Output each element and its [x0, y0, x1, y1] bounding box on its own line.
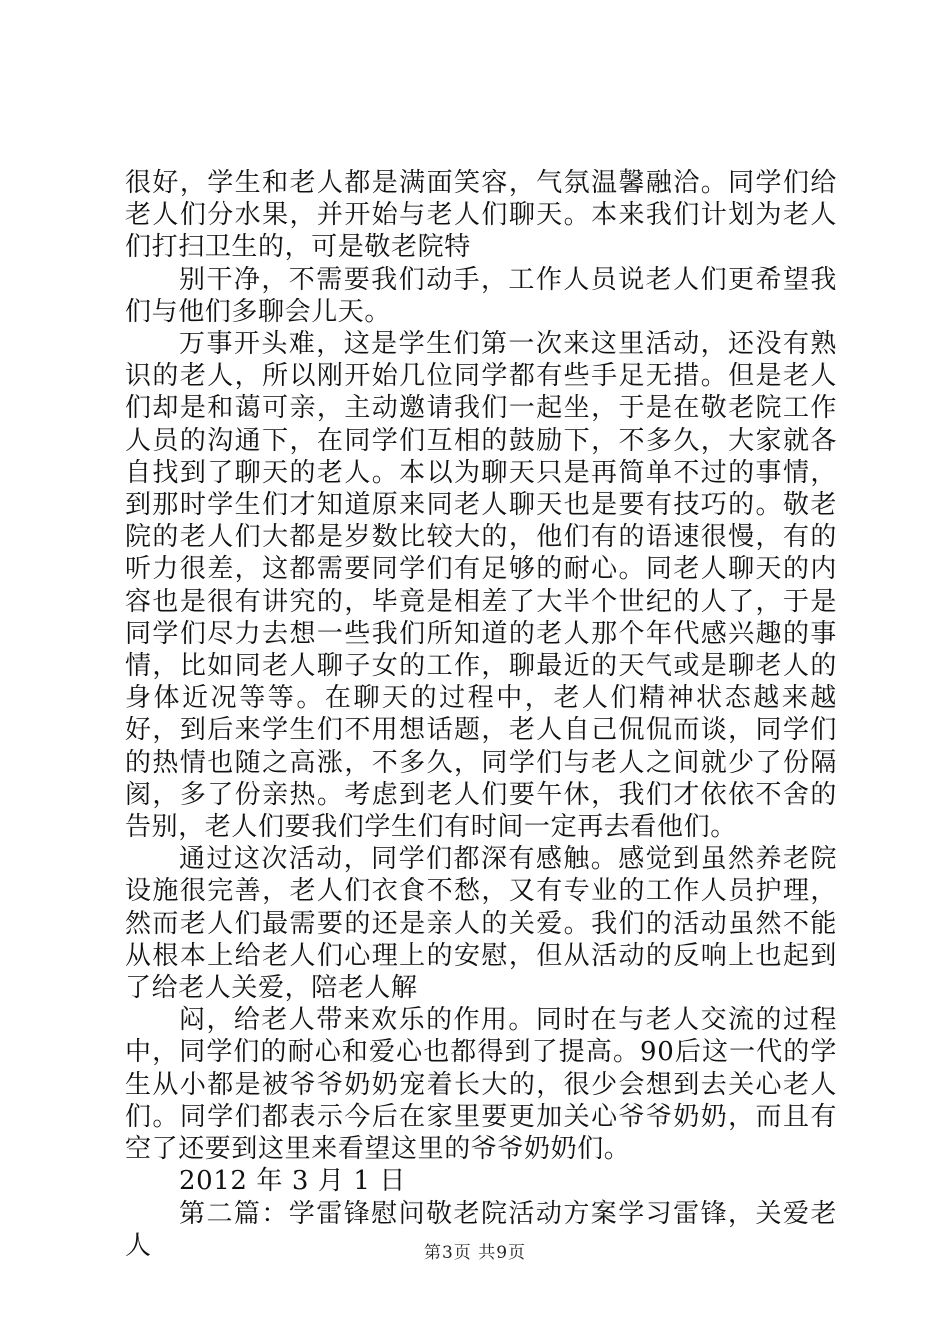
body-text — [125, 167, 837, 1262]
page-number-footer: 第3页 共9页 — [423, 1243, 527, 1263]
paragraph-5: 闷，给老人带来欢乐的作用。同时在与老人交流的过程中，同学们的耐心和爱心也都得到了提高。90后这一代的学生从小都是被爷爷奶奶宠着长大的，很少会想到去关心老人们。同学们都表示今后在家里要更加关心爷爷奶奶，而且有空了还要到这里来看望这里的爷爷奶奶们。 — [125, 1005, 837, 1165]
date-line: 2012 年 3 月 1 日 — [179, 1166, 406, 1197]
paragraph-3: 万事开头难，这是学生们第一次来这里活动，还没有熟识的老人，所以刚开始几位同学都有些手足无措。但是老人们却是和蔼可亲，主动邀请我们一起坐，于是在敬老院工作人员的沟通下，在同学们互相的鼓励下，不多久，大家就各自找到了聊天的老人。本以为聊天只是再简单不过的事情，到那时学生们才知道原来同老人聊天也是要有技巧的。敬老院的老人们大都是岁数比较大的，他们有的语速很慢，有的听力很差，这都需要同学们有足够的耐心。同老人聊天的内容也是很有讲究的，毕竟是相差了大半个世纪的人了，于是同学们尽力去想一些我们所知道的老人那个年代感兴趣的事情，比如同老人聊子女的工作，聊最近的天气或是聊老人的身体近况等等。在聊天的过程中，老人们精神状态越来越好，到后来学生们不用想话题，老人自己侃侃而谈，同学们的热情也随之高涨，不多久，同学们与老人之间就少了份隔阂，多了份亲热。考虑到老人们要午休，我们才依依不舍的告别，老人们要我们学生们有时间一定再去看他们。 — [125, 329, 837, 843]
paragraph-2: 别干净，不需要我们动手，工作人员说老人们更希望我们与他们多聊会儿天。 — [125, 264, 837, 327]
paragraph-1: 很好，学生和老人都是满面笑容，气氛温馨融洽。同学们给老人们分水果，并开始与老人们聊天。本来我们计划为老人们打扫卫生的，可是敬老院特 — [125, 168, 837, 263]
next-section-heading: 第二篇：学雷锋慰问敬老院活动方案学习雷锋，关爱老人 — [125, 1198, 837, 1261]
paragraph-4: 通过这次活动，同学们都深有感触。感觉到虽然养老院设施很完善，老人们衣食不愁，又有专业的工作人员护理，然而老人们最需要的还是亲人的关爱。我们的活动虽然不能从根本上给老人们心理上的安慰，但从活动的反响上也起到了给老人关爱，陪老人解 — [125, 844, 837, 1004]
